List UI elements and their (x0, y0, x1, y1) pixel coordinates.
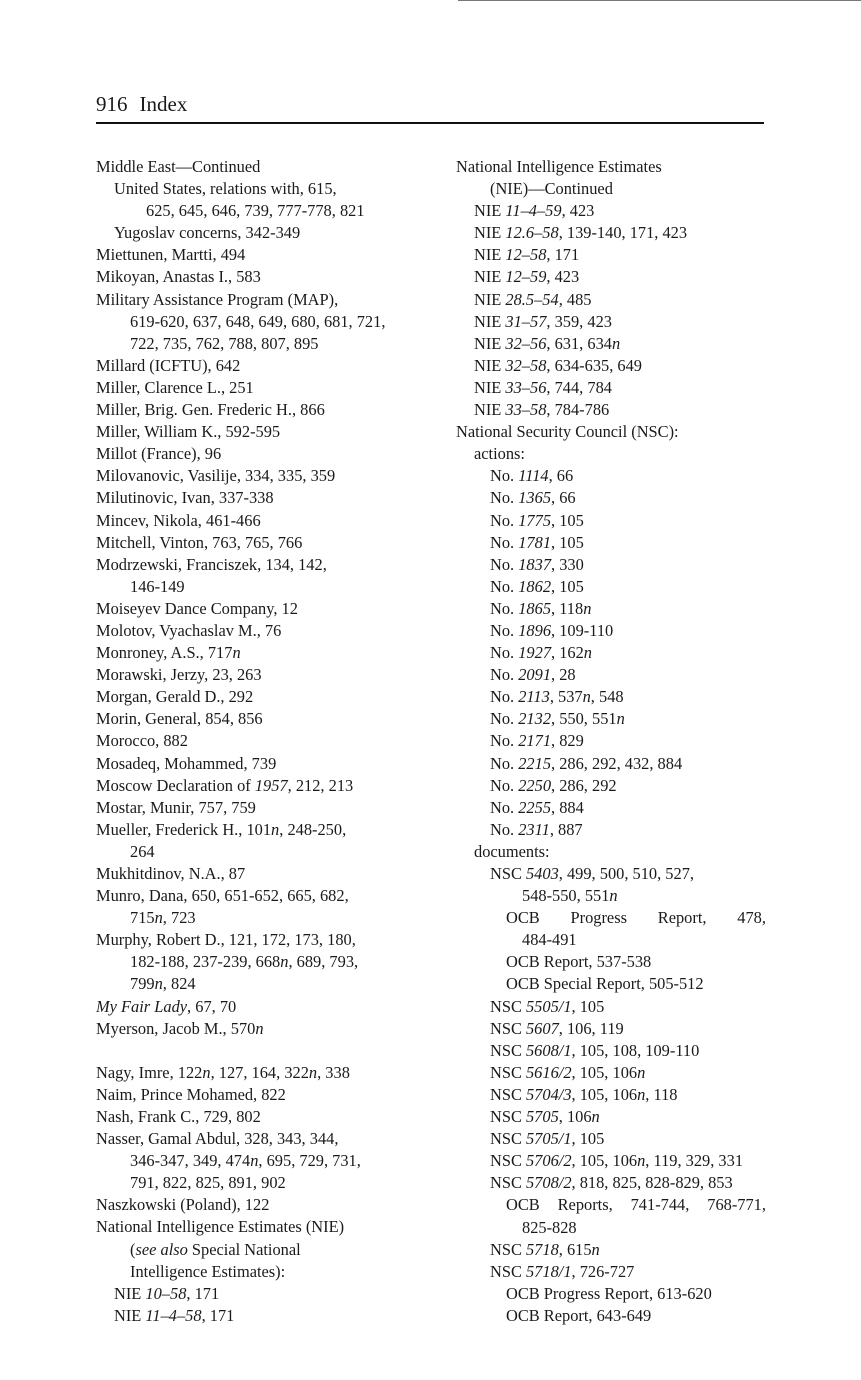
index-entry: OCB Report, 643-649 (506, 1305, 652, 1325)
index-entry: Naszkowski (Poland), 122 (96, 1195, 270, 1215)
index-entry: No. 1365, 66 (490, 488, 576, 508)
header-rule (96, 122, 764, 124)
index-entry: 625, 645, 646, 739, 777-778, 821 (146, 201, 365, 221)
index-entry: Myerson, Jacob M., 570n (96, 1018, 264, 1038)
index-entry: Modrzewski, Franciszek, 134, 142, (96, 554, 327, 574)
index-entry: 548-550, 551n (522, 886, 618, 906)
index-entry: NIE 32–58, 634-635, 649 (474, 355, 642, 375)
index-entry: NSC 5608/1, 105, 108, 109-110 (490, 1040, 700, 1060)
index-entry: 146-149 (130, 576, 185, 596)
page-title: Index (139, 92, 188, 116)
index-entry: Yugoslav concerns, 342-349 (114, 223, 301, 243)
index-entry: No. 1837, 330 (490, 554, 584, 574)
index-entry: 182-188, 237-239, 668n, 689, 793, (130, 952, 359, 972)
index-entry-word: 478, (737, 908, 766, 928)
index-entry: 264 (130, 841, 155, 861)
index-entry: No. 2250, 286, 292 (490, 775, 617, 795)
index-entry: Mincev, Nikola, 461-466 (96, 510, 261, 530)
index-entry (456, 1194, 766, 1216)
index-entry: No. 2113, 537n, 548 (490, 687, 624, 707)
index-column-left (96, 156, 416, 1327)
index-entry: Middle East—Continued (96, 157, 261, 176)
index-entry: NSC 5607, 106, 119 (490, 1018, 624, 1038)
index-entry: (NIE)—Continued (490, 179, 613, 199)
page-header (96, 92, 764, 117)
index-entry-word: OCB (506, 1195, 540, 1215)
index-entry: NSC 5718/1, 726-727 (490, 1261, 635, 1281)
index-entry: NIE 11–4–59, 423 (474, 201, 595, 221)
index-entry-word: 741-744, (630, 1195, 690, 1215)
index-entry: OCB Report, 537-538 (506, 952, 652, 972)
index-entry: Mitchell, Vinton, 763, 765, 766 (96, 532, 303, 552)
index-entry: 825-828 (522, 1217, 577, 1237)
index-entry: Mukhitdinov, N.A., 87 (96, 864, 246, 883)
index-entry: Millard (ICFTU), 642 (96, 355, 241, 375)
index-entry: Milutinovic, Ivan, 337-338 (96, 488, 274, 508)
index-entry: No. 1114, 66 (490, 466, 574, 486)
index-entry: National Intelligence Estimates (456, 157, 662, 176)
index-entry: Military Assistance Program (MAP), (96, 289, 339, 309)
index-entry: 799n, 824 (130, 974, 196, 994)
index-entry: Monroney, A.S., 717n (96, 643, 241, 663)
index-entry: NSC 5505/1, 105 (490, 996, 605, 1016)
index-entry: Miller, Clarence L., 251 (96, 377, 254, 397)
index-entry: Morgan, Gerald D., 292 (96, 687, 254, 707)
index-entry-word: Progress (570, 908, 627, 928)
index-entry: My Fair Lady, 67, 70 (96, 996, 237, 1016)
index-entry: Naim, Prince Mohamed, 822 (96, 1084, 286, 1104)
index-entry: NSC 5704/3, 105, 106n, 118 (490, 1084, 678, 1104)
index-entry: Morocco, 882 (96, 731, 188, 751)
index-entry: Munro, Dana, 650, 651-652, 665, 682, (96, 886, 349, 906)
index-entry: No. 1781, 105 (490, 532, 584, 552)
index-entry: Millot (France), 96 (96, 444, 222, 464)
index-entry: Nash, Frank C., 729, 802 (96, 1106, 261, 1126)
index-entry: NSC 5706/2, 105, 106n, 119, 329, 331 (490, 1151, 744, 1171)
index-entry: NSC 5403, 499, 500, 510, 527, (490, 864, 694, 883)
index-entry: 791, 822, 825, 891, 902 (130, 1173, 286, 1193)
index-entry: No. 2215, 286, 292, 432, 884 (490, 753, 683, 773)
index-entry: Mueller, Frederick H., 101n, 248-250, (96, 819, 347, 839)
index-entry: Molotov, Vyachaslav M., 76 (96, 620, 282, 640)
index-entry: 619-620, 637, 648, 649, 680, 681, 721, (130, 311, 386, 331)
index-entry: NSC 5616/2, 105, 106n (490, 1062, 646, 1082)
index-entry: Miller, Brig. Gen. Frederic H., 866 (96, 400, 325, 420)
index-entry: NSC 5705/1, 105 (490, 1129, 605, 1149)
index-entry: Morawski, Jerzy, 23, 263 (96, 665, 262, 685)
index-entry: Moscow Declaration of 1957, 212, 213 (96, 775, 354, 795)
index-entry: 715n, 723 (130, 908, 196, 928)
index-entry: (see also Special National (130, 1239, 301, 1259)
index-entry: Mikoyan, Anastas I., 583 (96, 267, 261, 287)
index-entry: No. 2132, 550, 551n (490, 709, 625, 729)
index-entry-word: Report, (657, 908, 707, 928)
index-entry: No. 2091, 28 (490, 665, 576, 685)
index-column-right (456, 156, 766, 1327)
index-entry: documents: (474, 841, 550, 861)
index-entry: NIE 28.5–54, 485 (474, 289, 592, 309)
top-rule (458, 0, 861, 1)
index-entry: OCB Special Report, 505-512 (506, 974, 704, 994)
index-entry: No. 2311, 887 (490, 819, 583, 839)
index-entry (456, 907, 766, 929)
index-entry: NIE 12.6–58, 139-140, 171, 423 (474, 223, 688, 243)
index-entry: No. 2255, 884 (490, 797, 584, 817)
index-entry: Milovanovic, Vasilije, 334, 335, 359 (96, 466, 336, 486)
index-entry: Murphy, Robert D., 121, 172, 173, 180, (96, 930, 356, 950)
entry-gap (96, 1040, 416, 1062)
index-entry: NIE 32–56, 631, 634n (474, 333, 621, 353)
index-entry: National Intelligence Estimates (NIE) (96, 1217, 345, 1237)
index-entry: National Security Council (NSC): (456, 422, 679, 442)
index-entry: NIE 11–4–58, 171 (114, 1305, 235, 1325)
index-entry: Intelligence Estimates): (130, 1261, 286, 1281)
index-entry: NSC 5708/2, 818, 825, 828-829, 853 (490, 1173, 733, 1193)
index-entry: NIE 10–58, 171 (114, 1283, 220, 1303)
index-entry: NIE 33–56, 744, 784 (474, 377, 612, 397)
index-entry: NIE 33–58, 784-786 (474, 400, 610, 420)
index-entry: OCB Progress Report, 613-620 (506, 1283, 712, 1303)
index-entry: No. 1896, 109-110 (490, 620, 614, 640)
index-entry: No. 1775, 105 (490, 510, 584, 530)
index-entry: Mosadeq, Mohammed, 739 (96, 753, 277, 773)
index-entry: No. 1927, 162n (490, 643, 592, 663)
index-entry: Morin, General, 854, 856 (96, 709, 263, 729)
index-entry: Nagy, Imre, 122n, 127, 164, 322n, 338 (96, 1062, 350, 1082)
index-entry: 722, 735, 762, 788, 807, 895 (130, 333, 319, 353)
index-entry: NIE 12–58, 171 (474, 245, 580, 265)
index-entry: No. 1865, 118n (490, 598, 592, 618)
index-entry-word: Reports, (557, 1195, 613, 1215)
index-entry: 484-491 (522, 930, 577, 950)
index-entry-word: 768-771, (707, 1195, 766, 1215)
index-entry: No. 1862, 105 (490, 576, 584, 596)
page-number: 916 (96, 92, 128, 116)
index-entry-word: OCB (506, 908, 540, 928)
index-entry: Miettunen, Martti, 494 (96, 245, 246, 265)
index-entry: NSC 5718, 615n (490, 1239, 600, 1259)
index-entry: actions: (474, 444, 525, 464)
index-entry: Nasser, Gamal Abdul, 328, 343, 344, (96, 1129, 339, 1149)
index-entry: Moiseyev Dance Company, 12 (96, 598, 298, 618)
index-entry: Mostar, Munir, 757, 759 (96, 797, 256, 817)
index-entry: 346-347, 349, 474n, 695, 729, 731, (130, 1151, 361, 1171)
index-entry: NSC 5705, 106n (490, 1107, 600, 1127)
index-entry: No. 2171, 829 (490, 731, 584, 751)
index-entry: NIE 31–57, 359, 423 (474, 311, 612, 331)
index-entry: United States, relations with, 615, (114, 179, 337, 199)
index-entry: Miller, William K., 592-595 (96, 422, 281, 442)
index-entry: NIE 12–59, 423 (474, 267, 580, 287)
